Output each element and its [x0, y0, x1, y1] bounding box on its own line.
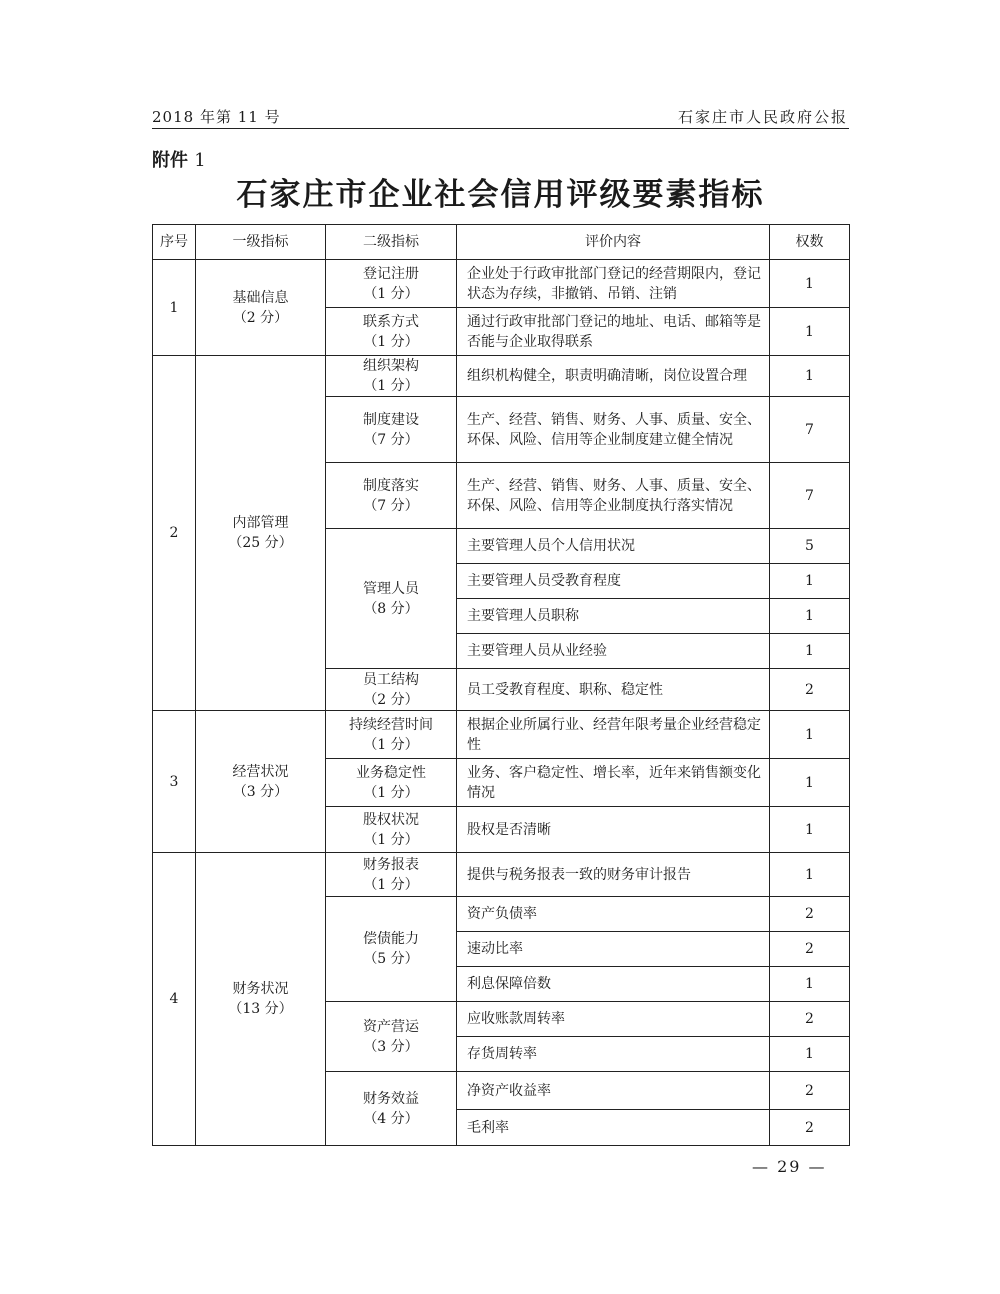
evaluation-content: 主要管理人员职称: [457, 599, 770, 634]
level2-name: 制度落实: [363, 477, 419, 494]
evaluation-content: 应收账款周转率: [457, 1002, 770, 1037]
level2-score: （4 分）: [363, 1110, 419, 1127]
level2-indicator: [326, 260, 457, 308]
level2-score: （8 分）: [363, 600, 419, 617]
column-header-no: 序号: [153, 225, 196, 260]
level2-indicator: [326, 1072, 457, 1146]
weight-value: 2: [770, 1002, 850, 1037]
table-row: [153, 260, 850, 308]
level2-name: 持续经营时间: [349, 716, 433, 733]
evaluation-content: 组织机构健全，职责明确清晰，岗位设置合理: [457, 356, 770, 397]
table-header-row: [153, 225, 850, 260]
level2-indicator: [326, 759, 457, 807]
level2-score: （1 分）: [363, 736, 419, 753]
level2-name: 登记注册: [363, 265, 419, 282]
level2-indicator: [326, 397, 457, 463]
level2-score: （5 分）: [363, 951, 419, 967]
weight-value: 1: [770, 599, 850, 634]
header-publication: 石家庄市人民政府公报: [677, 108, 848, 126]
level2-name: 组织架构: [363, 358, 419, 374]
table-body: [153, 260, 850, 1146]
level2-indicator: [326, 807, 457, 853]
evaluation-content: 毛利率: [457, 1110, 770, 1146]
level2-score: （7 分）: [363, 431, 419, 448]
level1-indicator: [196, 853, 326, 1146]
header-issue: 2018 年第 11 号: [152, 108, 281, 126]
level2-score: （1 分）: [363, 831, 419, 848]
table-row: [153, 711, 850, 759]
level2-indicator: [326, 463, 457, 529]
level2-name: 业务稳定性: [356, 764, 426, 781]
weight-value: 7: [770, 397, 850, 463]
attachment-word: 附件: [152, 150, 188, 171]
column-header-weight: 权数: [770, 225, 850, 260]
level2-name: 股权状况: [363, 811, 419, 828]
evaluation-content: 资产负债率: [457, 897, 770, 932]
level1-score: （13 分）: [228, 1001, 293, 1017]
level2-indicator: [326, 711, 457, 759]
level2-score: （1 分）: [363, 285, 419, 302]
weight-value: 2: [770, 897, 850, 932]
evaluation-content: 主要管理人员从业经验: [457, 634, 770, 669]
weight-value: 1: [770, 807, 850, 853]
evaluation-content: 主要管理人员受教育程度: [457, 564, 770, 599]
level2-indicator: [326, 529, 457, 669]
level2-name: 员工结构: [363, 671, 419, 688]
level2-score: （1 分）: [363, 784, 419, 801]
weight-value: 1: [770, 711, 850, 759]
level2-indicator: [326, 669, 457, 711]
level1-score: （2 分）: [232, 309, 289, 326]
table-row: [153, 356, 850, 397]
level2-name: 制度建设: [363, 411, 419, 428]
level1-score: （3 分）: [232, 783, 289, 800]
level2-name: 偿债能力: [363, 931, 419, 947]
level2-score: （7 分）: [363, 497, 419, 514]
level1-indicator: [196, 260, 326, 356]
level2-score: （1 分）: [363, 378, 419, 394]
level2-score: （2 分）: [363, 691, 419, 708]
level1-name: 内部管理: [232, 515, 289, 531]
weight-value: 2: [770, 1072, 850, 1110]
evaluation-content: 生产、经营、销售、财务、人事、质量、安全、环保、风险、信用等企业制度建立健全情况: [457, 397, 770, 463]
level2-indicator: [326, 356, 457, 397]
evaluation-content: 速动比率: [457, 932, 770, 967]
level2-name: 财务效益: [363, 1090, 419, 1107]
weight-value: 2: [770, 1110, 850, 1146]
weight-value: 7: [770, 463, 850, 529]
level2-name: 联系方式: [363, 313, 419, 330]
level2-indicator: [326, 853, 457, 897]
group-number: 2: [153, 356, 196, 711]
weight-value: 1: [770, 1037, 850, 1072]
evaluation-content: 员工受教育程度、职称、稳定性: [457, 669, 770, 711]
weight-value: 5: [770, 529, 850, 564]
weight-value: 1: [770, 634, 850, 669]
evaluation-content: 主要管理人员个人信用状况: [457, 529, 770, 564]
group-number: 3: [153, 711, 196, 853]
level1-name: 经营状况: [232, 763, 289, 780]
evaluation-content: 利息保障倍数: [457, 967, 770, 1002]
attachment-number: 1: [194, 150, 206, 171]
table-row: [153, 853, 850, 897]
group-number: 4: [153, 853, 196, 1146]
weight-value: 2: [770, 932, 850, 967]
level2-score: （1 分）: [363, 876, 419, 893]
weight-value: 2: [770, 669, 850, 711]
indicator-table: [152, 224, 850, 1146]
level2-name: 财务报表: [363, 856, 419, 873]
level2-indicator: [326, 308, 457, 356]
column-header-content: 评价内容: [457, 225, 770, 260]
level1-score: （25 分）: [228, 535, 293, 551]
weight-value: 1: [770, 564, 850, 599]
level2-score: （1 分）: [363, 333, 419, 350]
evaluation-content: 根据企业所属行业、经营年限考量企业经营稳定性: [457, 711, 770, 759]
evaluation-content: 存货周转率: [457, 1037, 770, 1072]
header-rule: [152, 128, 849, 129]
evaluation-content: 股权是否清晰: [457, 807, 770, 853]
column-header-level1: 一级指标: [196, 225, 326, 260]
column-header-level2: 二级指标: [326, 225, 457, 260]
evaluation-content: 通过行政审批部门登记的地址、电话、邮箱等是否能与企业取得联系: [457, 308, 770, 356]
level2-score: （3 分）: [363, 1038, 419, 1055]
weight-value: 1: [770, 967, 850, 1002]
evaluation-content: 净资产收益率: [457, 1072, 770, 1110]
evaluation-content: 提供与税务报表一致的财务审计报告: [457, 853, 770, 897]
group-number: 1: [153, 260, 196, 356]
level2-name: 资产营运: [363, 1018, 419, 1035]
level2-indicator: [326, 897, 457, 1002]
page-title: 石家庄市企业社会信用评级要素指标: [236, 177, 765, 213]
weight-value: 1: [770, 308, 850, 356]
weight-value: 1: [770, 356, 850, 397]
level1-name: 基础信息: [232, 289, 289, 306]
level1-indicator: [196, 356, 326, 711]
attachment-label: [152, 146, 206, 172]
level1-indicator: [196, 711, 326, 853]
level1-name: 财务状况: [232, 981, 289, 997]
level2-name: 管理人员: [363, 580, 419, 597]
page-number: — 29 —: [752, 1157, 827, 1176]
weight-value: 1: [770, 260, 850, 308]
evaluation-content: 生产、经营、销售、财务、人事、质量、安全、环保、风险、信用等企业制度执行落实情况: [457, 463, 770, 529]
level2-indicator: [326, 1002, 457, 1072]
evaluation-content: 业务、客户稳定性、增长率，近年来销售额变化情况: [457, 759, 770, 807]
evaluation-content: 企业处于行政审批部门登记的经营期限内，登记状态为存续，非撤销、吊销、注销: [457, 260, 770, 308]
weight-value: 1: [770, 759, 850, 807]
weight-value: 1: [770, 853, 850, 897]
